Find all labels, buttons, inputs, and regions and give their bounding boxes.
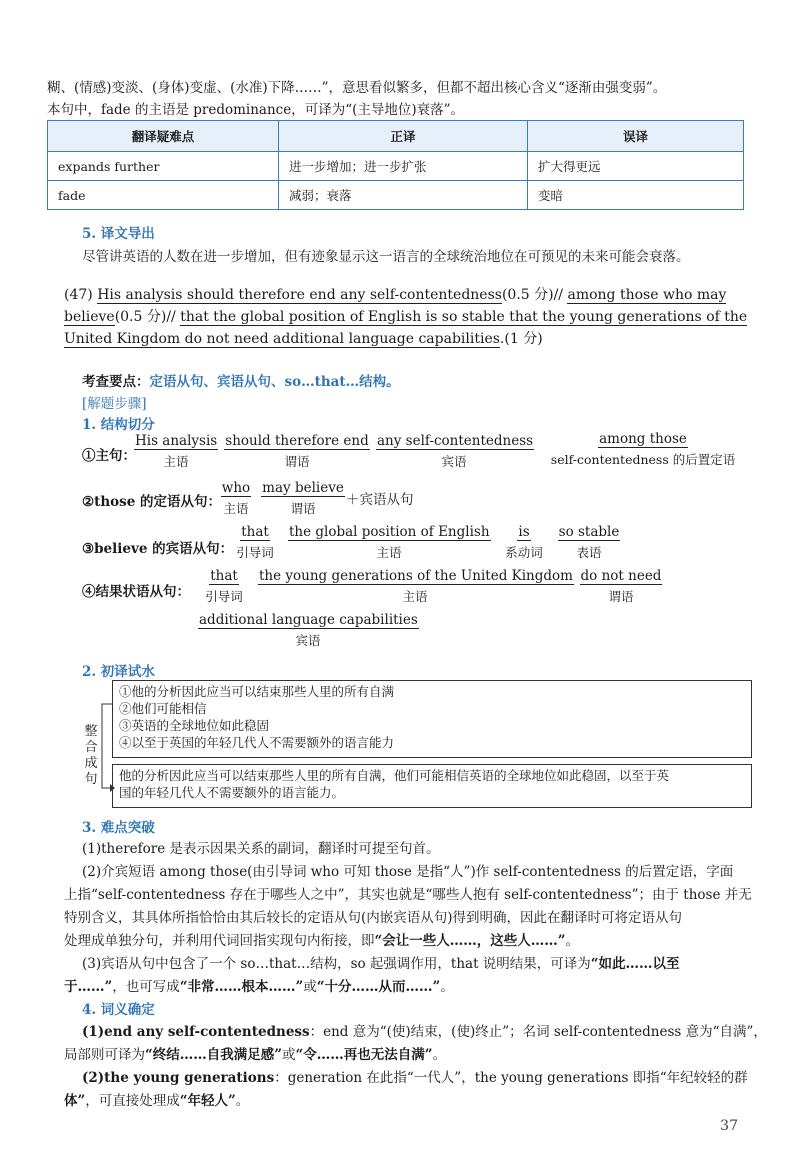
chunk — [218, 480, 254, 517]
chunk — [260, 480, 346, 517]
table-cell: 变暗 — [528, 181, 744, 210]
table-row — [48, 152, 744, 181]
text-run: 。 — [565, 933, 580, 949]
main-clause-label: ①主句： — [82, 448, 136, 464]
q47-line-1 — [64, 284, 726, 304]
draft-item: ②他们可能相信 — [119, 701, 207, 716]
step4-p2-line2 — [64, 1089, 249, 1109]
q47-line-3 — [64, 328, 543, 348]
integrate-label: 整合成句 — [84, 724, 98, 787]
chunk-word: additional language capabilities — [199, 612, 418, 628]
intro-line-1: 糊、(情感)变淡、(身体)变虚、(水准)下降……”，意思看似繁多，但都不超出核心含义“逐渐由强变弱”。 — [47, 80, 667, 96]
chunk — [198, 568, 250, 605]
text-run: 。 — [235, 1093, 250, 1109]
combined-translation-box — [112, 764, 752, 808]
chunk — [578, 568, 664, 605]
text-run-bold: (1)end any self-contentedness — [82, 1024, 310, 1040]
chunk-role: 主语 — [223, 501, 249, 516]
chunk — [496, 524, 552, 561]
section5-text: 尽管讲英语的人数在进一步增加，但有迹象显示这一语言的全球统治地位在可预见的未来可能会衰落。 — [82, 249, 690, 265]
chunk-word: is — [518, 524, 530, 540]
chunk-role: 宾语 — [441, 454, 467, 469]
q47-score-3: .(1 分) — [499, 331, 543, 347]
table-row — [48, 181, 744, 210]
text-run-bold: “十分……从而……” — [316, 979, 441, 995]
chunk-word: the young generations of the United Kingdom — [259, 568, 573, 584]
text-run: ：generation 在此指“一代人”，the young generations 即指“年纪较轻的群 — [274, 1070, 748, 1086]
chunk — [224, 433, 370, 470]
text-run: ，可直接处理成 — [85, 1093, 180, 1109]
chunk-word: among those — [599, 431, 687, 447]
q47-score-1: (0.5 分)// — [501, 287, 568, 303]
chunk-word: do not need — [580, 568, 662, 584]
chunk-role: 引导词 — [205, 589, 243, 604]
draft-item: ④以至于英国的年轻几代人不需要额外的语言能力 — [119, 735, 395, 750]
text-run-bold: 于……” — [64, 979, 113, 995]
draft-items-box — [112, 680, 752, 758]
chunk-role: 谓语 — [608, 589, 634, 604]
key-points-text: 定语从句、宾语从句、so…that…结构。 — [149, 374, 400, 390]
chunk-role: 谓语 — [284, 454, 310, 469]
step3-p3-line2 — [64, 975, 454, 995]
q47-segment-2a: among those who may — [567, 287, 727, 303]
text-run-bold: “终结……自我满足感” — [145, 1047, 283, 1063]
chunk-word: that — [210, 568, 238, 584]
text-run: 。 — [432, 1047, 447, 1063]
step3-p2-line4 — [64, 929, 579, 949]
chunk-word: that — [241, 524, 269, 540]
table-cell: fade — [48, 181, 279, 210]
chunk — [540, 431, 746, 468]
step1-title: 1. 结构切分 — [82, 417, 155, 433]
text-run-bold: “如此……以至 — [590, 956, 680, 972]
step4-p1-line2 — [64, 1043, 446, 1063]
chunk-word: the global position of English — [289, 524, 490, 540]
combined-line: 他的分析因此应当可以结束那些人里的所有自满，他们可能相信英语的全球地位如此稳固，以至于英 — [119, 768, 670, 783]
chunk-word: so stable — [558, 524, 620, 540]
chunk — [556, 524, 622, 561]
step3-p2-line3: 特别含义，其具体所指恰恰由其后较长的定语从句(内嵌宾语从句)得到明确，因此在翻译时可将定语从句 — [64, 910, 683, 926]
steps-title: [解题步骤] — [82, 396, 147, 412]
chunk-word: should therefore end — [225, 433, 369, 449]
chunk-role: 主语 — [163, 454, 189, 469]
text-run: (3)宾语从句中包含了一个 so…that…结构，so 起强调作用，that 说明结果，可译为 — [82, 956, 591, 972]
table-header-row — [48, 121, 744, 152]
q47-segment-1: His analysis should therefore end any self-contentedness — [97, 287, 502, 303]
q47-score-2: (0.5 分)// — [114, 309, 181, 325]
step2-title: 2. 初译试水 — [82, 664, 155, 680]
text-run: 。 — [440, 979, 454, 995]
chunk — [376, 433, 532, 470]
attr-clause-label: ②those 的定语从句： — [82, 494, 222, 510]
q47-segment-3a: that the global position of English is so stable that the young generations of the — [180, 309, 748, 325]
table-header: 正译 — [279, 121, 528, 152]
result-clause-label: ④结果状语从句： — [82, 584, 190, 600]
chunk — [134, 433, 218, 470]
chunk — [198, 612, 418, 649]
step4-title: 4. 词义确定 — [82, 1002, 155, 1018]
chunk — [230, 524, 280, 561]
text-run: ，也可写成 — [112, 979, 180, 995]
draft-item: ③英语的全球地位如此稳固 — [119, 718, 270, 733]
text-run: ：end 意为“(使)结束，(使)终止”；名词 self-contentedness 意为“自满”， — [309, 1024, 767, 1040]
text-run-bold: 体” — [64, 1093, 86, 1109]
table-header: 误译 — [528, 121, 744, 152]
chunk-role: 宾语 — [295, 633, 321, 648]
table-cell: expands further — [48, 152, 279, 181]
table-cell: 进一步增加；进一步扩张 — [279, 152, 528, 181]
translation-table — [47, 120, 744, 210]
attr-clause-tail: ＋宾语从句 — [346, 492, 414, 508]
step3-p2-line2: 上指“self-contentedness 存在于哪些人之中”，其实也就是“哪些人抱有 self-contentedness”；由于 those 并无 — [64, 887, 752, 903]
table-header: 翻译疑难点 — [48, 121, 279, 152]
chunk-word: any self-contentedness — [377, 433, 534, 449]
step3-p3-line1 — [82, 952, 680, 972]
table-cell: 减弱；衰落 — [279, 181, 528, 210]
combined-line: 国的年轻几代人不需要额外的语言能力。 — [119, 785, 345, 800]
chunk-role: 主语 — [402, 589, 428, 604]
key-points-label: 考查要点： — [82, 374, 150, 390]
chunk-word: may believe — [262, 480, 344, 496]
chunk-role: self-contentedness 的后置定语 — [550, 452, 736, 467]
draft-item: ①他的分析因此应当可以结束那些人里的所有自满 — [119, 684, 395, 699]
chunk-role: 系动词 — [505, 545, 543, 560]
chunk-role: 谓语 — [290, 501, 316, 516]
q47-segment-2b: believe — [64, 309, 115, 325]
table-cell: 扩大得更远 — [528, 152, 744, 181]
chunk-word: His analysis — [135, 433, 218, 449]
q47-number: (47) — [64, 287, 98, 303]
section5-title: 5. 译文导出 — [82, 226, 155, 242]
q47-line-2 — [64, 306, 747, 326]
chunk-role: 引导词 — [236, 545, 274, 560]
text-run-bold: (2)the young generations — [82, 1070, 275, 1086]
text-run-bold: “会让一些人……，这些人……” — [374, 933, 566, 949]
chunk — [288, 524, 490, 561]
step3-p2-line1: (2)介宾短语 among those(由引导词 who 可知 those 是指“人”)作 self-contentedness 的后置定语，字面 — [82, 864, 734, 880]
text-run: 或 — [303, 979, 317, 995]
chunk-role: 表语 — [576, 545, 602, 560]
chunk-role: 主语 — [376, 545, 402, 560]
text-run-bold: “令……再也无法自满” — [295, 1047, 433, 1063]
step3-title: 3. 难点突破 — [82, 820, 155, 836]
key-points — [82, 370, 400, 390]
page-number: 37 — [720, 1118, 738, 1134]
text-run-bold: “年轻人” — [179, 1093, 236, 1109]
text-run: 局部则可译为 — [64, 1047, 145, 1063]
step4-p1-line1 — [82, 1020, 767, 1040]
step3-p1: (1)therefore 是表示因果关系的副词，翻译时可提至句首。 — [82, 841, 440, 857]
intro-line-2: 本句中，fade 的主语是 predominance，可译为“(主导地位)衰落”。 — [47, 102, 465, 118]
text-run: 或 — [282, 1047, 296, 1063]
chunk-word: who — [221, 480, 251, 496]
step4-p2-line1 — [82, 1066, 748, 1086]
text-run-bold: “非常……根本……” — [179, 979, 304, 995]
q47-segment-3b: United Kingdom do not need additional language capabilities — [64, 331, 500, 347]
chunk — [258, 568, 572, 605]
text-run: 处理成单独分句，并利用代词回指实现句内衔接，即 — [64, 933, 375, 949]
obj-clause-label: ③believe 的宾语从句： — [82, 541, 234, 557]
